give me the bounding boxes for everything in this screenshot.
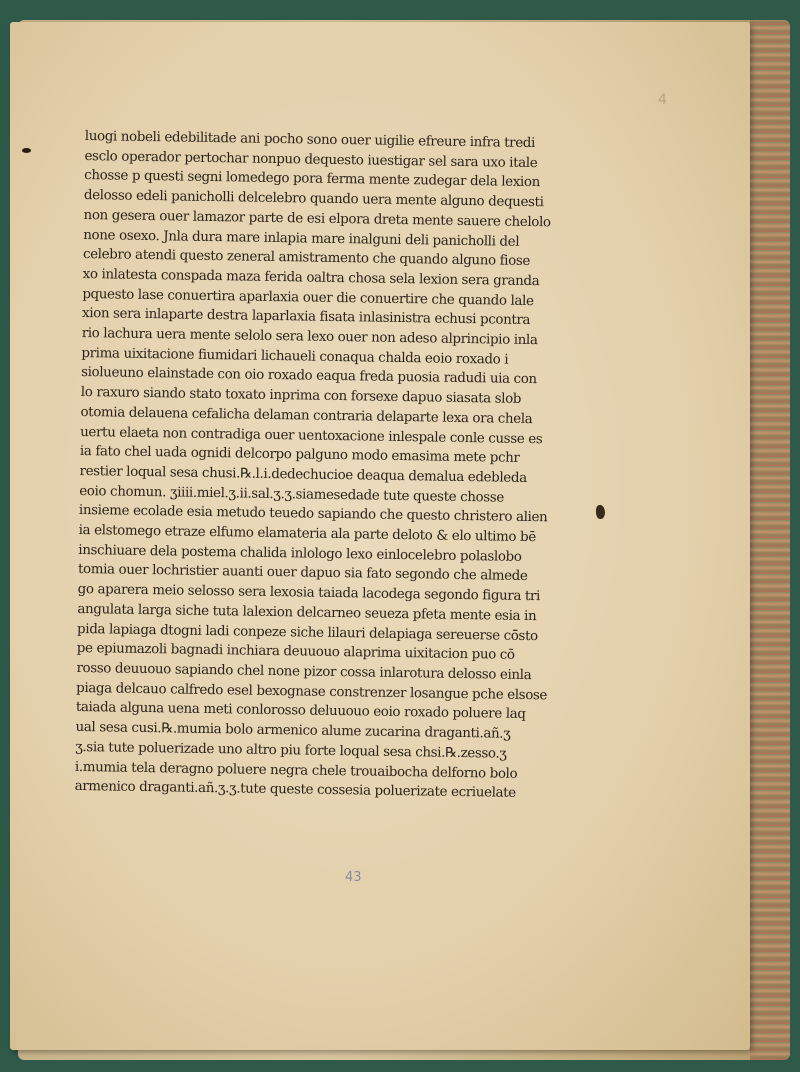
text-line: ia elstomego etraze elfumo elamateria ala parte deloto & elo ultimo bē <box>78 523 536 546</box>
text-line: rosso deuuouo sapiando chel none pizor cossa inlarotura delosso einla <box>76 660 532 684</box>
text-line: armenico draganti.añ.ʒ.ʒ.tute queste cossesia poluerizate ecriuelate <box>74 779 516 802</box>
text-line: ual sesa cusi.℞.mumia bolo armenico alume zucarina draganti.añ.ʒ <box>75 720 511 742</box>
text-line: rio lachura uera mente selolo sera lexo ouer non adeso alprincipio inla <box>81 326 538 349</box>
text-line: eoio chomun. ʒiiii.miel.ʒ.ii.sal.ʒ.ʒ.siamesedade tute queste chosse <box>79 483 505 506</box>
text-line: delosso edeli panicholli delcelebro quando uera mente alguno dequesti <box>83 188 544 211</box>
ink-blot-mark <box>596 505 605 519</box>
text-line: taiada alguna uena meti conlorosso deluuouo eoio roxado poluere laq <box>75 700 526 723</box>
text-line: celebro atendi questo zeneral amistramento che quando alguno fiose <box>82 247 531 270</box>
text-line: i.mumia tela deragno poluere negra chele trouaibocha delforno bolo <box>74 759 518 782</box>
text-line: none osexo. Jnla dura mare inlapia mare inalguni deli panicholli del <box>83 227 520 250</box>
manuscript-page <box>10 22 750 1050</box>
text-line: xo inlatesta conspada maza ferida oaltra chosa sela lexion sera granda <box>82 266 540 290</box>
text-line: pquesto lase conuertira aparlaxia ouer die conuertire che quando lale <box>82 286 534 309</box>
text-line: ia fato chel uada ognidi delcorpo palguno modo emasima mete pchr <box>79 444 520 467</box>
text-line: non gesera ouer lamazor parte de esi elpora dreta mente sauere chelolo <box>83 207 551 231</box>
folio-number: 43 <box>345 870 362 885</box>
text-line: xion sera inlaparte destra laparlaxia fisata inlasinistra echusi pcontra <box>81 306 531 329</box>
text-line: go aparera meio selosso sera lexosia taiada lacodega segondo figura tri <box>77 582 541 605</box>
corner-pencil-mark: 4 <box>658 92 667 108</box>
text-line: luogi nobeli edebilitade ani pocho sono ouer uigilie efreure infra tredi <box>84 128 536 152</box>
text-line: angulata larga siche tuta lalexion delcarneo seueza pfeta mente esia in <box>77 601 537 625</box>
text-line: otomia delauena cefalicha delaman contraria delaparte lexa ora chela <box>80 404 533 427</box>
text-line: esclo operador pertochar nonpuo dequesto iuestigar sel sara uxo itale <box>84 148 538 171</box>
text-line: lo raxuro siando stato toxato inprima con forsexe dapuo siasata slob <box>80 385 522 408</box>
binding-hole-dot <box>22 148 31 153</box>
text-line: tomia ouer lochristier auanti ouer dapuo sia fato segondo che almede <box>77 562 528 585</box>
body-text <box>74 127 584 805</box>
text-line: chosse p questi segni lomedego pora ferma mente zudegar dela lexion <box>84 168 541 191</box>
text-line: prima uixitacione fiumidari lichaueli conaqua chalda eoio roxado i <box>81 345 509 368</box>
text-line: uertu elaeta non contradiga ouer uentoxacione inlespale conle cusse es <box>80 424 543 447</box>
text-line: pida lapiaga dtogni ladi conpeze siche lilauri delapiaga sereuerse cō̄sto <box>76 621 538 644</box>
text-line: inschiuare dela postema chalida inlologo lexo einlocelebro polaslobo <box>78 542 522 565</box>
text-line: insieme ecolade esia metudo teuedo sapiando che questo christero alien <box>78 503 548 526</box>
page-edge-strip <box>750 20 790 1060</box>
text-line: siolueuno elainstade con oio roxado eaqua freda puosia radudi uia con <box>81 365 537 388</box>
text-line: restier loqual sesa chusi.℞.l.i.dedechucioe deaqua demalua edebleda <box>79 463 527 486</box>
text-line: ʒ.sia tute poluerizade uno altro piu forte loqual sesa chsi.℞.zesso.ʒ <box>75 739 507 762</box>
text-line: piaga delcauo calfredo esel bexognase constrenzer losangue pche elsose <box>76 680 548 704</box>
text-line: pe epiumazoli bagnadi inchiara deuuouo alaprima uixitacion puo cō <box>76 641 515 664</box>
